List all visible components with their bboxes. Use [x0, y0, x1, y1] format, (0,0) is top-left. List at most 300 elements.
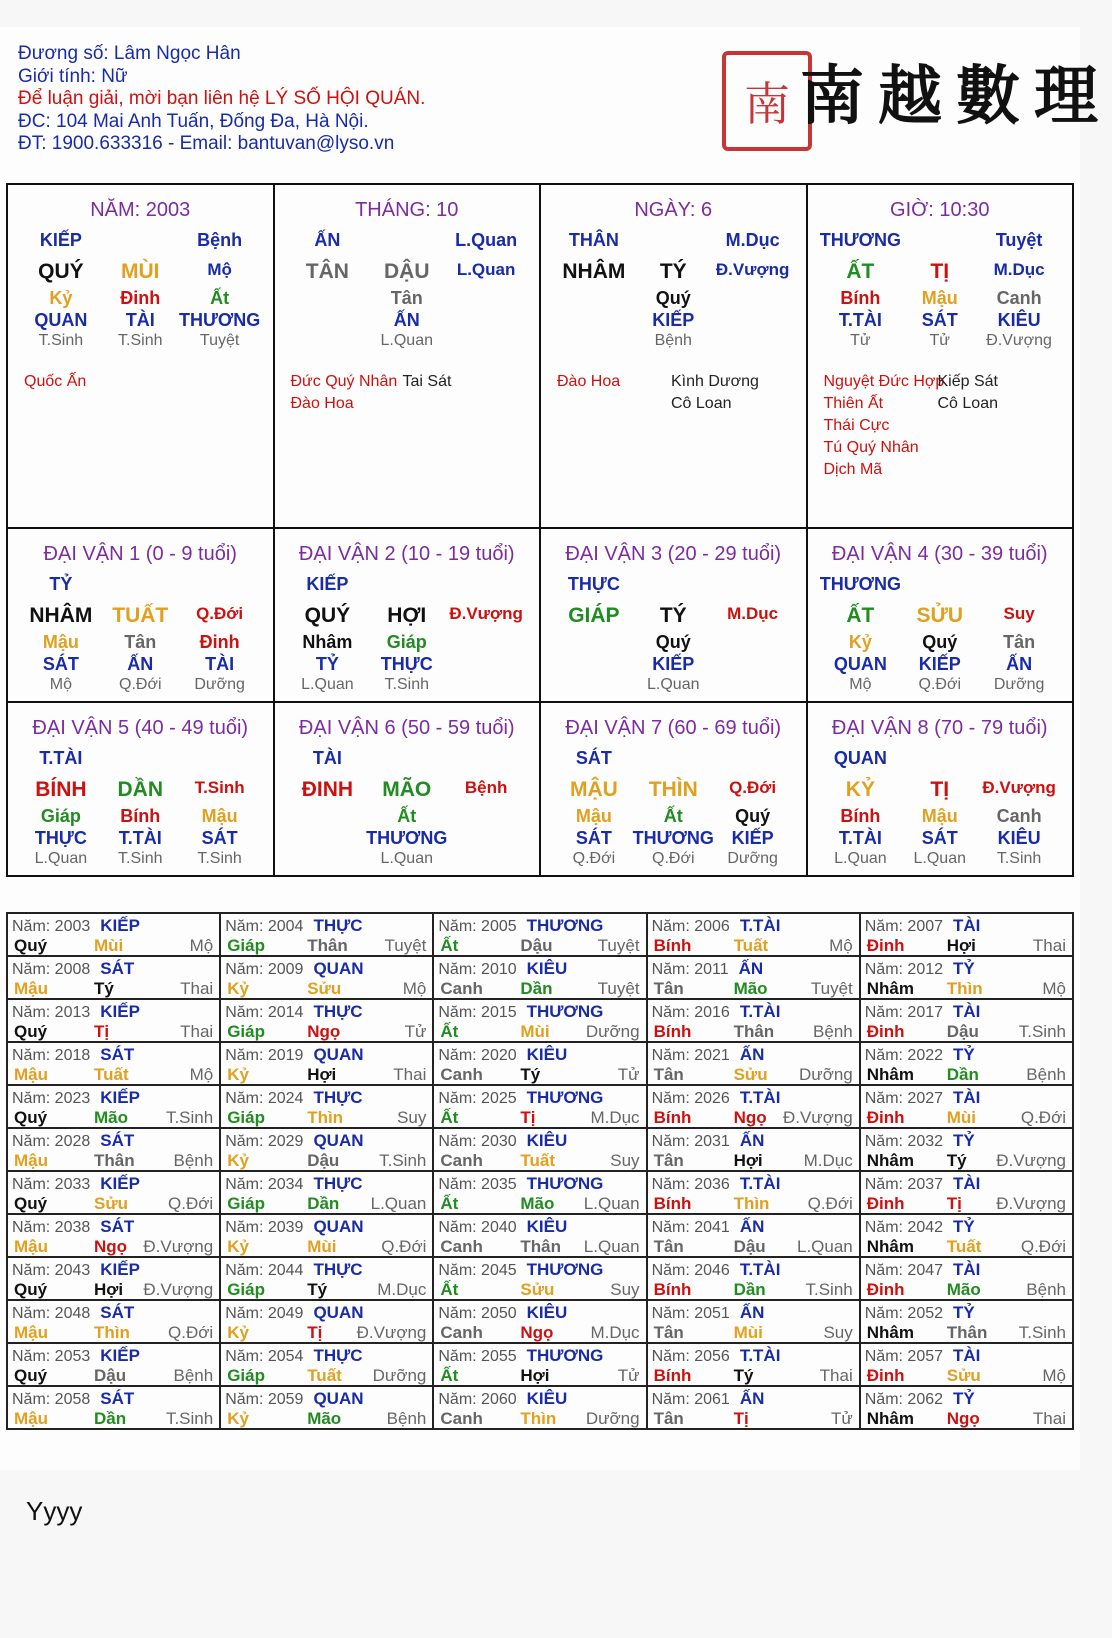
- cell-value: Dưỡng: [727, 850, 778, 867]
- year-branch: Tý: [94, 979, 114, 998]
- year-god: T.TÀI: [739, 1002, 781, 1021]
- year-cell: [860, 1128, 1073, 1171]
- cell-value: THƯƠNG: [632, 828, 714, 848]
- year-cell: [7, 1214, 220, 1257]
- year-cell: [220, 1386, 433, 1429]
- year-branch: Sửu: [307, 979, 342, 998]
- year-branch: Tý: [307, 1280, 328, 1299]
- year-pillar: [861, 1108, 1072, 1128]
- year-label: Năm: 2024: [225, 1090, 304, 1107]
- year-label: Năm: 2023: [12, 1090, 91, 1107]
- chart-sheet: [0, 27, 1112, 1470]
- year-stem: Kỷ: [227, 1065, 249, 1084]
- year-cell: [433, 1171, 646, 1214]
- year-line: [12, 1088, 140, 1108]
- year-phase: Bệnh: [173, 1151, 214, 1170]
- year-label: Năm: 2021: [651, 1047, 730, 1064]
- year-label: Năm: 2037: [864, 1176, 944, 1193]
- year-god: T.TÀI: [739, 916, 781, 935]
- star-left: Thiên Ất: [823, 395, 884, 412]
- dai-van-7: [540, 702, 807, 876]
- year-cell: [647, 1128, 860, 1171]
- cell-value: T.Sinh: [118, 850, 163, 867]
- year-branch: Thìn: [946, 979, 983, 998]
- year-phase: Q.Đới: [168, 1194, 214, 1213]
- year-phase: Mộ: [829, 936, 853, 955]
- year-pillar: [648, 1280, 859, 1300]
- year-pillar: [861, 1194, 1072, 1214]
- year-line: [225, 1303, 363, 1323]
- year-phase: Tử: [617, 1366, 640, 1385]
- year-branch: Ngọ: [94, 1237, 128, 1256]
- cell-value: Đinh: [120, 288, 161, 308]
- dai-van-god: QUAN: [833, 748, 887, 768]
- year-line: [652, 1045, 765, 1065]
- year-pillar: [648, 1065, 859, 1085]
- cell-value: DẬU: [384, 260, 430, 283]
- year-cell: [433, 1042, 646, 1085]
- cell-value: TỊ: [930, 260, 950, 283]
- cell-row: [275, 574, 540, 596]
- year-label: Năm: 2034: [225, 1176, 304, 1193]
- cell-row: [541, 748, 806, 770]
- year-god: THƯƠNG: [526, 1002, 604, 1021]
- year-stem: Nhâm: [866, 979, 914, 998]
- year-branch: Sửu: [94, 1194, 129, 1213]
- cell-value: Ất: [210, 288, 230, 308]
- cell-value: ẤT: [846, 260, 875, 283]
- year-label: Năm: 2038: [12, 1219, 91, 1236]
- year-branch: Dậu: [307, 1151, 340, 1170]
- year-phase: Đ.Vượng: [143, 1280, 214, 1299]
- year-line: [438, 1303, 567, 1323]
- year-phase: Thai: [180, 979, 214, 998]
- year-phase: T.Sinh: [165, 1409, 214, 1428]
- cell-value: Giáp: [386, 632, 427, 652]
- dai-van-title: ĐẠI VẬN 6 (50 - 59 tuổi): [298, 717, 515, 739]
- year-god: KIÊU: [526, 1303, 568, 1322]
- cell-value: Mộ: [849, 676, 872, 693]
- year-cell: [7, 913, 220, 956]
- year-branch: Thân: [946, 1323, 988, 1342]
- cell-value: HỢI: [387, 604, 427, 627]
- year-row: [7, 1343, 1073, 1386]
- year-pillar: [8, 979, 219, 999]
- year-line: [865, 1174, 981, 1194]
- year-branch: Thân: [733, 1022, 775, 1041]
- cell-row: [8, 778, 273, 800]
- contact-text: Để luận giải, mời bạn liên hệ LÝ SỐ HỘI QUÁN.: [18, 88, 426, 109]
- year-phase: T.Sinh: [805, 1280, 853, 1299]
- year-branch: Mão: [307, 1409, 342, 1428]
- year-pillar: [861, 936, 1072, 956]
- year-stem: Mậu: [14, 1409, 48, 1428]
- cell-row: [808, 676, 1073, 698]
- year-phase: L.Quan: [583, 1194, 640, 1213]
- cell-row: [541, 288, 806, 310]
- year-line: [865, 1131, 975, 1151]
- year-stem: Quý: [14, 1108, 48, 1127]
- year-cell: [7, 1343, 220, 1386]
- year-cell: [220, 1214, 433, 1257]
- year-god: KIÊU: [526, 1389, 568, 1408]
- cell-value: Giáp: [40, 806, 81, 826]
- year-cell: [433, 1343, 646, 1386]
- year-line: [652, 1088, 781, 1108]
- cell-row: [808, 332, 1073, 354]
- cell-row: [275, 676, 540, 698]
- year-god: QUAN: [313, 1131, 364, 1150]
- cell-value: Q.Đới: [652, 850, 695, 867]
- year-branch: Thìn: [307, 1108, 344, 1127]
- year-label: Năm: 2027: [864, 1090, 944, 1107]
- year-stem: Quý: [14, 1194, 48, 1213]
- cell-value: Q.Đới: [196, 604, 244, 623]
- year-pillar: [861, 1237, 1072, 1257]
- cell-value: Tử: [850, 332, 871, 349]
- year-phase: T.Sinh: [165, 1108, 214, 1127]
- year-god: SÁT: [100, 1217, 135, 1236]
- cell-row: [8, 332, 273, 354]
- note-text: Yyyy: [26, 1496, 83, 1526]
- year-cell: [7, 956, 220, 999]
- year-label: Năm: 2050: [438, 1305, 517, 1322]
- year-label: Năm: 2054: [225, 1348, 304, 1365]
- year-label: Năm: 2026: [651, 1090, 730, 1107]
- year-stem: Tân: [653, 1065, 684, 1084]
- year-pillar: [434, 1151, 645, 1171]
- year-pillar: [861, 1366, 1072, 1386]
- year-row: [7, 1128, 1073, 1171]
- year-cell: [7, 1257, 220, 1300]
- year-line: [438, 1346, 603, 1366]
- star-left: Thái Cực: [823, 417, 890, 434]
- cell-value: ẤN: [1006, 654, 1033, 674]
- year-line: [652, 1260, 781, 1280]
- year-phase: Tuyệt: [810, 979, 853, 998]
- cell-row: [8, 574, 273, 596]
- year-cell: [647, 1257, 860, 1300]
- year-label: Năm: 2008: [12, 961, 91, 978]
- cell-value: T.TÀI: [838, 310, 882, 330]
- year-stem: Đinh: [866, 936, 905, 955]
- year-stem: Bính: [653, 1366, 692, 1385]
- address: ĐC: 104 Mai Anh Tuấn, Đống Đa, Hà Nội.: [18, 110, 369, 132]
- year-stem: Canh: [440, 979, 483, 998]
- year-label: Năm: 2057: [864, 1348, 944, 1365]
- year-stem: Mậu: [14, 979, 48, 998]
- year-branch: Mùi: [733, 1323, 763, 1342]
- year-phase: Đ.Vượng: [143, 1237, 214, 1256]
- year-line: [12, 1131, 134, 1151]
- year-cell: [860, 1343, 1073, 1386]
- year-branch: Mùi: [307, 1237, 337, 1256]
- year-line: [865, 1002, 981, 1022]
- year-pillar: [221, 1022, 432, 1042]
- year-phase: T.Sinh: [379, 1151, 427, 1170]
- year-label: Năm: 2030: [438, 1133, 517, 1150]
- cell-value: L.Quan: [834, 850, 887, 867]
- year-phase: M.Dục: [590, 1323, 640, 1342]
- cell-value: Kỷ: [49, 288, 73, 308]
- year-god: KIÊU: [526, 1217, 568, 1236]
- gender: Giới tính: Nữ: [18, 65, 128, 87]
- year-god: KIẾP: [100, 1260, 140, 1279]
- cell-value: SÁT: [921, 310, 958, 330]
- year-god: THỰC: [313, 1346, 363, 1365]
- cell-row: [275, 828, 540, 850]
- year-cell: [647, 1214, 860, 1257]
- year-stem: Đinh: [866, 1194, 905, 1213]
- year-label: Năm: 2004: [225, 918, 304, 935]
- year-pillar: [648, 979, 859, 999]
- year-pillar: [434, 1366, 645, 1386]
- cell-value: THỰC: [34, 828, 87, 848]
- year-label: Năm: 2014: [225, 1004, 304, 1021]
- cell-value: L.Quan: [455, 230, 518, 250]
- year-stem: Đinh: [866, 1108, 905, 1127]
- cell-value: ẤT: [846, 604, 875, 627]
- year-god: TÀI: [953, 1088, 981, 1107]
- cell-value: SÁT: [575, 828, 612, 848]
- star-left: Quốc Ấn: [24, 373, 87, 390]
- cell-value: Q.Đới: [918, 676, 961, 693]
- year-phase: L.Quan: [370, 1194, 427, 1213]
- year-pillar: [8, 1366, 219, 1386]
- cell-value: SỬU: [916, 604, 964, 627]
- year-god: QUAN: [313, 959, 364, 978]
- year-cell: [647, 1085, 860, 1128]
- pillar-title: THÁNG: 10: [355, 199, 459, 221]
- year-line: [12, 916, 140, 936]
- cell-value: Mậu: [921, 288, 958, 308]
- year-god: TỶ: [953, 1045, 975, 1064]
- cell-value: L.Quan: [913, 850, 966, 867]
- cell-row: [541, 806, 806, 828]
- year-pillar: [861, 1409, 1072, 1429]
- cell-row: [808, 748, 1073, 770]
- year-god: KIẾP: [100, 1002, 140, 1021]
- cell-value: QUÝ: [38, 260, 84, 283]
- year-branch: Dậu: [946, 1022, 979, 1041]
- year-god: THỰC: [313, 1174, 363, 1193]
- year-line: [438, 1045, 567, 1065]
- cell-value: GIÁP: [568, 604, 620, 627]
- year-pillar: [434, 1065, 645, 1085]
- dai-van-god: THỰC: [567, 574, 620, 594]
- year-line: [652, 1131, 765, 1151]
- year-label: Năm: 2062: [864, 1391, 944, 1408]
- year-cell: [860, 1214, 1073, 1257]
- cell-value: MẬU: [569, 778, 618, 801]
- year-cell: [7, 1042, 220, 1085]
- dai-van-title: ĐẠI VẬN 2 (10 - 19 tuổi): [298, 543, 515, 565]
- year-branch: Thìn: [733, 1194, 770, 1213]
- year-branch: Dần: [94, 1409, 127, 1428]
- cell-value: THƯƠNG: [178, 310, 261, 330]
- year-pillar: [221, 1280, 432, 1300]
- cell-value: NHÂM: [29, 604, 93, 627]
- year-pillar: [434, 1194, 645, 1214]
- year-branch: Tị: [946, 1194, 962, 1213]
- year-line: [12, 1174, 140, 1194]
- year-stem: Giáp: [227, 1280, 265, 1299]
- year-label: Năm: 2045: [438, 1262, 517, 1279]
- star-right: Kình Dương: [671, 373, 759, 390]
- year-phase: T.Sinh: [1018, 1323, 1066, 1342]
- star-left: Dịch Mã: [823, 461, 883, 478]
- cell-value: TỶ: [315, 654, 339, 674]
- cell-value: T.Sinh: [384, 676, 429, 693]
- year-branch: Sửu: [520, 1280, 555, 1299]
- year-phase: T.Sinh: [1018, 1022, 1066, 1041]
- year-phase: Bệnh: [386, 1409, 427, 1428]
- year-branch: Tị: [733, 1409, 749, 1428]
- year-pillar: [648, 1409, 859, 1429]
- cell-row: [8, 676, 273, 698]
- year-god: ẤN: [739, 1131, 765, 1150]
- year-cell: [7, 1128, 220, 1171]
- year-line: [865, 1045, 975, 1065]
- year-god: THỰC: [313, 1002, 363, 1021]
- year-stem: Bính: [653, 1280, 692, 1299]
- cell-row: [808, 806, 1073, 828]
- cell-value: Bính: [120, 806, 161, 826]
- year-pillar: [861, 1323, 1072, 1343]
- year-phase: Mộ: [402, 979, 427, 998]
- cell-value: Dưỡng: [993, 676, 1045, 693]
- year-phase: Thai: [1032, 1409, 1066, 1428]
- dai-van-6: [274, 702, 541, 876]
- year-branch: Hợi: [94, 1280, 124, 1299]
- year-phase: Bệnh: [813, 1022, 853, 1041]
- year-god: KIẾP: [100, 1346, 140, 1365]
- year-label: Năm: 2003: [12, 918, 91, 935]
- year-line: [652, 1303, 765, 1323]
- year-god: THỰC: [313, 916, 363, 935]
- cell-row: [808, 230, 1073, 252]
- year-phase: Thai: [180, 1022, 214, 1041]
- dai-van-5: [7, 702, 274, 876]
- year-phase: L.Quan: [583, 1237, 640, 1256]
- cell-row: [541, 654, 806, 676]
- year-branch: Hợi: [520, 1366, 550, 1385]
- cell-value: Bệnh: [464, 778, 508, 797]
- year-god: SÁT: [100, 1303, 135, 1322]
- year-phase: Mộ: [1042, 1366, 1066, 1385]
- cell-value: L.Quan: [34, 850, 88, 867]
- cell-value: TÂN: [305, 260, 349, 283]
- cell-row: [8, 632, 273, 654]
- cell-value: SÁT: [42, 654, 79, 674]
- year-pillar: [8, 1409, 219, 1429]
- year-cell: [860, 1171, 1073, 1214]
- year-stem: Giáp: [227, 1366, 265, 1385]
- year-cell: [220, 956, 433, 999]
- year-label: Năm: 2020: [438, 1047, 517, 1064]
- year-label: Năm: 2010: [438, 961, 517, 978]
- year-line: [865, 959, 975, 979]
- cell-row: [808, 288, 1073, 310]
- year-god: ẤN: [739, 1389, 765, 1408]
- year-phase: Bệnh: [1026, 1280, 1066, 1299]
- pillar-day: [540, 184, 807, 528]
- year-god: SÁT: [100, 1389, 135, 1408]
- year-pillar: [8, 1237, 219, 1257]
- year-god: THƯƠNG: [526, 1174, 604, 1193]
- year-branch: Tý: [733, 1366, 754, 1385]
- year-pillar: [648, 1237, 859, 1257]
- cell-value: THỰC: [380, 654, 433, 674]
- cell-value: KIẾP: [918, 654, 961, 674]
- year-cell: [433, 1386, 646, 1429]
- year-stem: Mậu: [14, 1065, 48, 1084]
- year-stem: Tân: [653, 1323, 684, 1342]
- year-god: TÀI: [953, 1260, 981, 1279]
- year-line: [652, 1389, 765, 1409]
- cell-value: T.Sinh: [197, 850, 242, 867]
- year-god: TÀI: [953, 916, 981, 935]
- cell-row: [808, 310, 1073, 332]
- year-pillar: [221, 1409, 432, 1429]
- cell-row: [808, 574, 1073, 596]
- cell-row: [808, 604, 1073, 626]
- year-phase: Q.Đới: [1020, 1108, 1066, 1127]
- year-stem: Giáp: [227, 1194, 265, 1213]
- cell-value: Đ.Vượng: [449, 604, 523, 623]
- year-line: [865, 1217, 975, 1237]
- year-line: [225, 1346, 362, 1366]
- cell-row: [808, 850, 1073, 872]
- cell-value: T.Sinh: [38, 332, 84, 349]
- year-line: [225, 1131, 363, 1151]
- year-cell: [860, 1085, 1073, 1128]
- star-right: Kiếp Sát: [937, 373, 998, 390]
- cell-value: THƯƠNG: [819, 230, 902, 250]
- year-god: THƯƠNG: [526, 1346, 604, 1365]
- cell-value: T.TÀI: [118, 828, 162, 848]
- cell-row: [541, 604, 806, 626]
- year-god: KIẾP: [100, 916, 140, 935]
- cell-row: [275, 604, 540, 626]
- year-branch: Tuất: [520, 1151, 555, 1170]
- year-line: [438, 959, 567, 979]
- year-pillar: [8, 1065, 219, 1085]
- year-branch: Hợi: [307, 1065, 337, 1084]
- year-row: [7, 956, 1073, 999]
- year-line: [865, 1088, 981, 1108]
- year-stem: Nhâm: [866, 1323, 914, 1342]
- year-stem: Kỷ: [227, 979, 249, 998]
- year-pillar: [434, 1280, 645, 1300]
- year-phase: Q.Đới: [168, 1323, 214, 1342]
- year-row: [7, 1386, 1073, 1429]
- year-line: [652, 916, 781, 936]
- year-pillar: [221, 1323, 432, 1343]
- cell-value: ẤN: [127, 654, 154, 674]
- year-branch: Tý: [946, 1151, 967, 1170]
- logo-text: 南越數理: [800, 59, 1112, 134]
- cell-row: [8, 288, 273, 310]
- cell-value: ẤN: [393, 310, 420, 330]
- year-phase: Bệnh: [173, 1366, 214, 1385]
- year-phase: L.Quan: [796, 1237, 853, 1256]
- year-phase: M.Dục: [803, 1151, 853, 1170]
- year-cell: [860, 913, 1073, 956]
- cell-value: M.Dục: [993, 260, 1045, 279]
- year-stem: Quý: [14, 1022, 48, 1041]
- cell-value: TÝ: [659, 604, 687, 627]
